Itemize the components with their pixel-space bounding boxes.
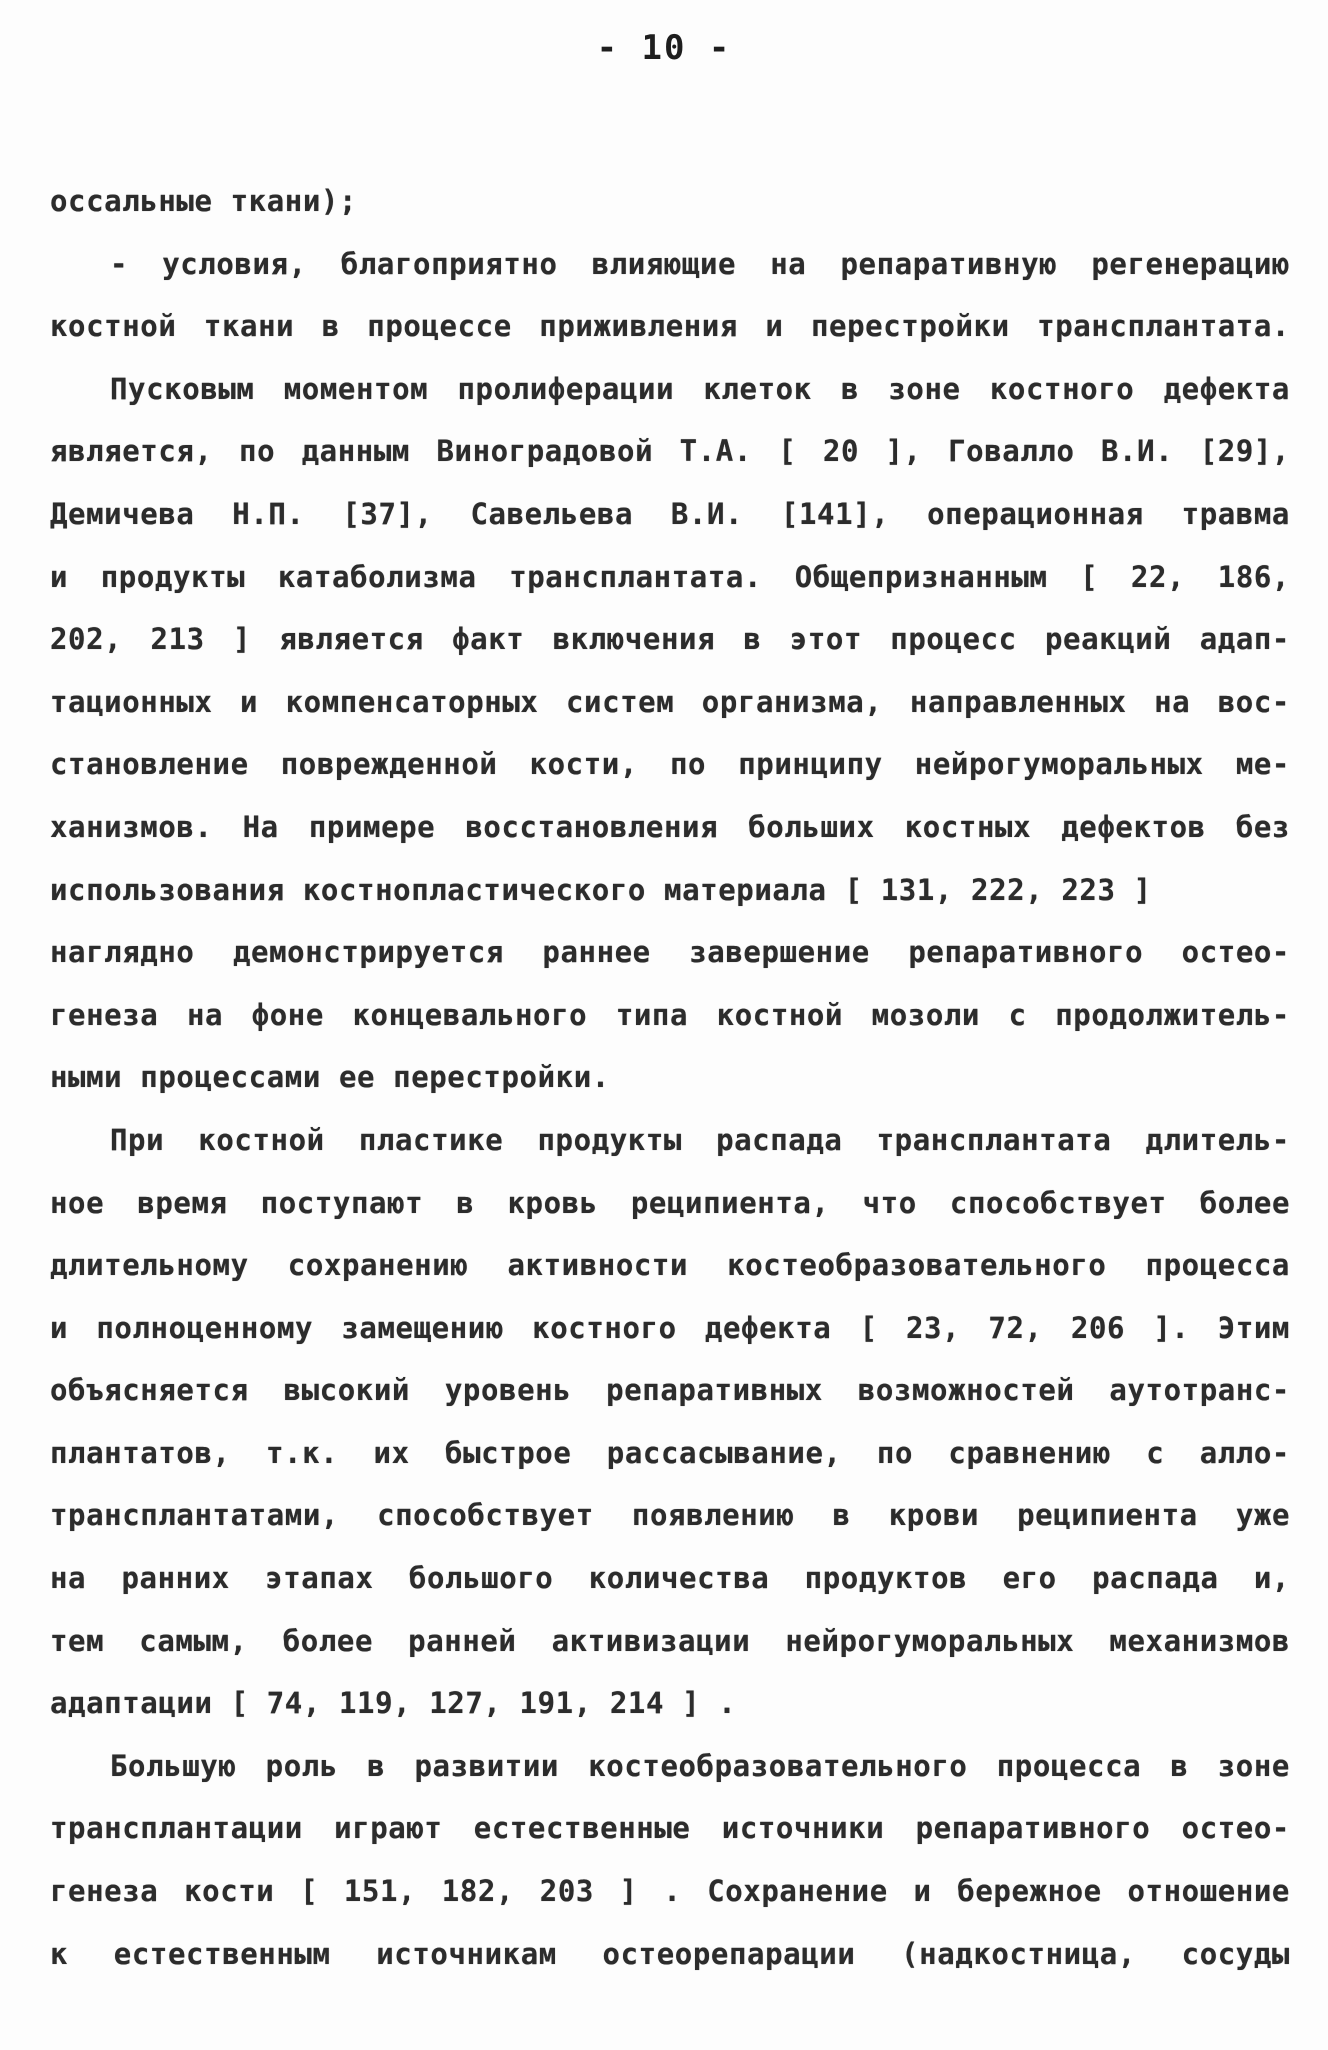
text-line: адаптации [ 74, 119, 127, 191, 214 ] .	[50, 1686, 737, 1721]
page-number: - 10 -	[596, 28, 732, 68]
text-line: становление поврежденной кости, по принципу нейрогуморальных ме-	[50, 747, 1290, 782]
text-line: плантатов, т.к. их быстрое рассасывание, по сравнению с алло-	[50, 1435, 1290, 1470]
text-line: ханизмов. На примере восстановления больших костных дефектов без	[50, 809, 1290, 844]
text-line: трансплантатами, способствует появлению в крови реципиента уже	[50, 1498, 1290, 1533]
text-line: костной ткани в процессе приживления и перестройки трансплантата.	[50, 309, 1290, 344]
text-line: и полноценному замещению костного дефекта [ 23, 72, 206 ]. Этим	[50, 1310, 1290, 1345]
text-line: тем самым, более ранней активизации нейрогуморальных механизмов	[50, 1623, 1290, 1658]
text-line: тационных и компенсаторных систем организма, направленных на вос-	[50, 684, 1290, 719]
text-line: Большую роль в развитии костеобразовательного процесса в зоне	[110, 1748, 1290, 1783]
text-line: на ранних этапах большого количества продуктов его распада и,	[50, 1561, 1290, 1596]
text-line: Пусковым моментом пролиферации клеток в зоне костного дефекта	[110, 371, 1290, 406]
text-line: наглядно демонстрируется раннее завершение репаративного остео-	[50, 935, 1290, 970]
text-line: Демичева Н.П. [37], Савельева В.И. [141], операционная травма	[50, 496, 1290, 531]
text-line: оссальные ткани);	[50, 184, 358, 218]
text-line: к естественным источникам остеорепарации (надкостница, сосуды	[50, 1936, 1290, 1971]
text-line: При костной пластике продукты распада трансплантата длитель-	[110, 1122, 1290, 1157]
text-line: ными процессами ее перестройки.	[50, 1060, 610, 1095]
text-line: длительному сохранению активности костеобразовательного процесса	[50, 1248, 1290, 1283]
text-line: - условия, благоприятно влияющие на репаративную регенерацию	[110, 246, 1290, 281]
body-text	[50, 170, 1290, 1985]
text-line: и продукты катаболизма трансплантата. Общепризнанным [ 22, 186,	[50, 559, 1290, 594]
text-line: генеза кости [ 151, 182, 203 ] . Сохранение и бережное отношение	[50, 1874, 1290, 1909]
text-line: использования костнопластического материала [ 131, 222, 223 ]	[50, 872, 1152, 907]
text-line: является, по данным Виноградовой Т.А. [ 20 ], Говалло В.И. [29],	[50, 434, 1290, 469]
text-line: ное время поступают в кровь реципиента, что способствует более	[50, 1185, 1290, 1220]
text-line: генеза на фоне концевального типа костной мозоли с продолжитель-	[50, 997, 1290, 1032]
text-line: 202, 213 ] является факт включения в этот процесс реакций адап-	[50, 622, 1290, 657]
text-line: объясняется высокий уровень репаративных возможностей аутотранс-	[50, 1373, 1290, 1408]
text-line: трансплантации играют естественные источники репаративного остео-	[50, 1811, 1290, 1846]
